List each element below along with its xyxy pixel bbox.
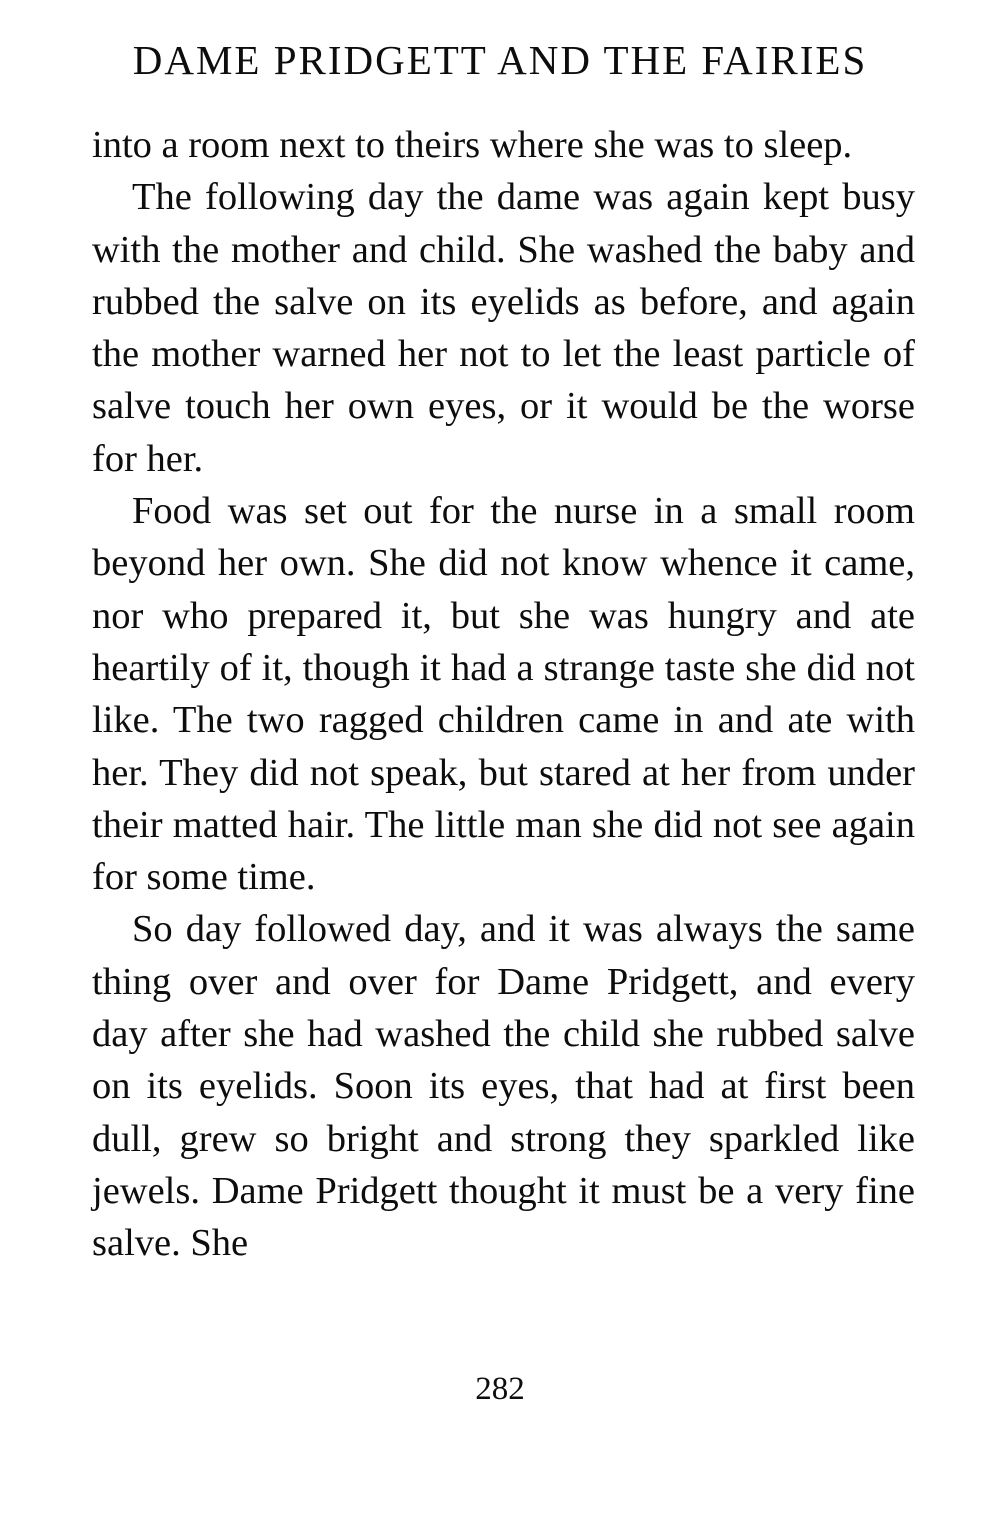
paragraph: The following day the dame was again kept busy with the mother and child. She washed the baby and rubbed the salve on its eyelids as before, and again the mother warned her not to let the least particle of salve touch her own eyes, or it would be the worse for her. [92, 176, 915, 480]
body-text [92, 119, 915, 1270]
running-head: DAME PRIDGETT AND THE FAIRIES [132, 37, 868, 83]
paragraph: So day followed day, and it was always the same thing over and over for Dame Pridgett, and every day after she had washed the child she rubbed salve on its eyelids. Soon its eyes, that had at first been dull, grew so bright and strong they sparkled like jewels. Dame Pridgett thought it must be a very fine salve. She [92, 908, 915, 1265]
paragraph-continued: into a room next to theirs where she was to sleep. [92, 124, 853, 166]
paragraph: Food was set out for the nurse in a small room beyond her own. She did not know whence it came, nor who prepared it, but she was hungry and ate heartily of it, though it had a strange taste she did not like. The two ragged children came in and ate with her. They did not speak, but stared at her from under their matted hair. The little man she did not see again for some time. [92, 490, 915, 899]
page-number: 282 [475, 1371, 525, 1407]
